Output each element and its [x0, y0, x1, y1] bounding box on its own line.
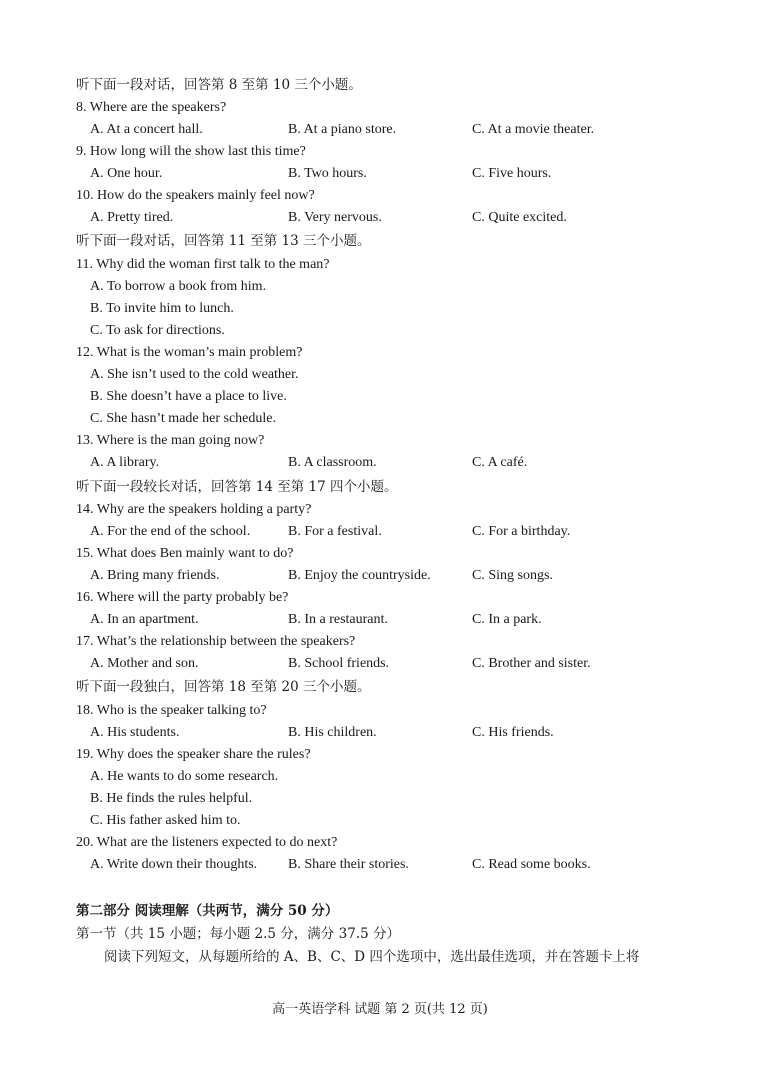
- section-instruction-14-17: 听下面一段较长对话，回答第 14 至第 17 四个小题。: [76, 479, 398, 495]
- section-instruction-18-20: 听下面一段独白，回答第 18 至第 20 三个小题。: [76, 679, 371, 695]
- option-8b: B. At a piano store.: [288, 122, 397, 137]
- option-13c: C. A café.: [472, 455, 528, 470]
- question-10: 10. How do the speakers mainly feel now?: [76, 188, 315, 203]
- question-12: 12. What is the woman’s main problem?: [76, 345, 303, 360]
- question-11: 11. Why did the woman first talk to the man?: [76, 257, 330, 272]
- section-instruction-11-13: 听下面一段对话，回答第 11 至第 13 三个小题。: [76, 233, 371, 249]
- option-11c: C. To ask for directions.: [90, 323, 225, 338]
- section-instruction-8-10: 听下面一段对话，回答第 8 至第 10 三个小题。: [76, 77, 362, 93]
- option-8a: A. At a concert hall.: [90, 122, 203, 137]
- option-14b: B. For a festival.: [288, 524, 382, 539]
- option-8c: C. At a movie theater.: [472, 122, 595, 137]
- option-16b: B. In a restaurant.: [288, 612, 388, 627]
- option-9b: B. Two hours.: [288, 166, 367, 181]
- question-9: 9. How long will the show last this time?: [76, 144, 306, 159]
- option-14a: A. For the end of the school.: [90, 524, 251, 539]
- question-13: 13. Where is the man going now?: [76, 433, 265, 448]
- option-18a: A. His students.: [90, 725, 180, 740]
- option-19b: B. He finds the rules helpful.: [90, 791, 253, 806]
- option-13b: B. A classroom.: [288, 455, 377, 470]
- option-17b: B. School friends.: [288, 656, 390, 671]
- option-15a: A. Bring many friends.: [90, 568, 220, 583]
- question-18: 18. Who is the speaker talking to?: [76, 703, 267, 718]
- option-14c: C. For a birthday.: [472, 524, 571, 539]
- part2-instruction: 阅读下列短文，从每题所给的 A、B、C、D 四个选项中，选出最佳选项，并在答题卡上将: [104, 949, 640, 965]
- question-16: 16. Where will the party probably be?: [76, 590, 289, 605]
- option-20b: B. Share their stories.: [288, 857, 409, 872]
- option-9a: A. One hour.: [90, 166, 163, 181]
- question-20: 20. What are the listeners expected to do next?: [76, 835, 338, 850]
- option-16c: C. In a park.: [472, 612, 542, 627]
- question-17: 17. What’s the relationship between the speakers?: [76, 634, 356, 649]
- question-15: 15. What does Ben mainly want to do?: [76, 546, 294, 561]
- option-18b: B. His children.: [288, 725, 377, 740]
- option-11b: B. To invite him to lunch.: [90, 301, 234, 316]
- option-16a: A. In an apartment.: [90, 612, 199, 627]
- option-12c: C. She hasn’t made her schedule.: [90, 411, 276, 426]
- option-19a: A. He wants to do some research.: [90, 769, 279, 784]
- option-12b: B. She doesn’t have a place to live.: [90, 389, 287, 404]
- question-14: 14. Why are the speakers holding a party?: [76, 502, 312, 517]
- option-19c: C. His father asked him to.: [90, 813, 241, 828]
- page-footer: 高一英语学科 试题 第 2 页(共 12 页): [272, 1002, 488, 1017]
- option-12a: A. She isn’t used to the cold weather.: [90, 367, 299, 382]
- option-10a: A. Pretty tired.: [90, 210, 174, 225]
- option-15c: C. Sing songs.: [472, 568, 553, 583]
- option-17a: A. Mother and son.: [90, 656, 199, 671]
- question-8: 8. Where are the speakers?: [76, 100, 227, 115]
- option-11a: A. To borrow a book from him.: [90, 279, 267, 294]
- option-15b: B. Enjoy the countryside.: [288, 568, 431, 583]
- option-10b: B. Very nervous.: [288, 210, 382, 225]
- option-18c: C. His friends.: [472, 725, 554, 740]
- option-9c: C. Five hours.: [472, 166, 552, 181]
- option-10c: C. Quite excited.: [472, 210, 567, 225]
- option-17c: C. Brother and sister.: [472, 656, 591, 671]
- question-19: 19. Why does the speaker share the rules?: [76, 747, 311, 762]
- option-20c: C. Read some books.: [472, 857, 591, 872]
- option-20a: A. Write down their thoughts.: [90, 857, 258, 872]
- part2-section1: 第一节（共 15 小题；每小题 2.5 分，满分 37.5 分）: [76, 926, 400, 942]
- option-13a: A. A library.: [90, 455, 160, 470]
- part2-heading: 第二部分 阅读理解（共两节，满分 50 分）: [76, 903, 339, 919]
